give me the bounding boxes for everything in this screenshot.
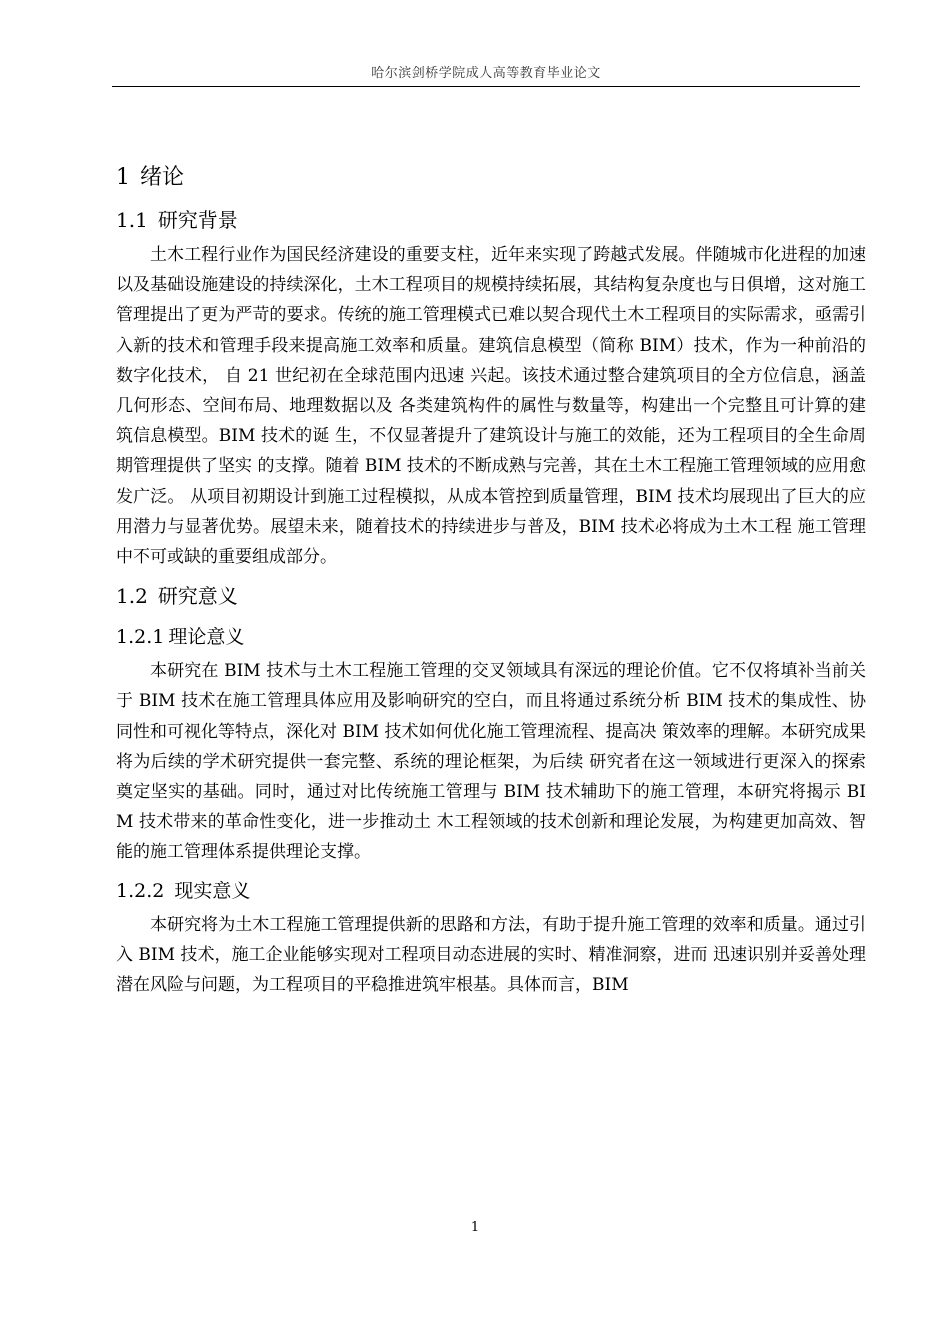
practical-paragraph: 本研究将为土木工程施工管理提供新的思路和方法，有助于提升施工管理的效率和质量。通过引入 BIM 技术，施工企业能够实现对工程项目动态进展的实时、精准洞察，进而 迅速识别并妥善处理潜在风险与问题，为工程项目的平稳推进筑牢根基。具体而言，BIM bbox=[116, 914, 866, 996]
subsection-number: 1.2.2 bbox=[116, 879, 165, 902]
chapter-title: 绪论 bbox=[140, 165, 185, 190]
subsection-heading-theoretical bbox=[116, 620, 866, 654]
section-heading-significance bbox=[116, 578, 866, 614]
section-heading-background bbox=[116, 202, 866, 238]
header-divider bbox=[112, 86, 860, 87]
chapter-heading bbox=[116, 160, 866, 196]
background-paragraph: 土木工程行业作为国民经济建设的重要支柱，近年来实现了跨越式发展。伴随城市化进程的加速以及基础设施建设的持续深化，土木工程项目的规模持续拓展，其结构复杂度也与日俱增，这对施工管理提出了更为严苛的要求。传统的施工管理模式已难以契合现代土木工程项目的实际需求，亟需引入新的技术和管理手段来提高施工效率和质量。建筑信息模型（简称 BIM）技术，作为一种前沿的数字化技术， 自 21 世纪初在全球范围内迅速 兴起。该技术通过整合建筑项目的全方位信息，涵盖几何形态、空间布局、地理数据以及 各类建筑构件的属性与数量等，构建出一个完整且可计算的建筑信息模型。BIM 技术的诞 生，不仅显著提升了建筑设计与施工的效能，还为工程项目的全生命周期管理提供了坚实 的支撑。随着 BIM 技术的不断成熟与完善，其在土木工程施工管理领域的应用愈发广泛。 从项目初期设计到施工过程模拟，从成本管控到质量管理，BIM 技术均展现出了巨大的应 用潜力与显著优势。展望未来，随着技术的持续进步与普及，BIM 技术必将成为土木工程 施工管理中不可或缺的重要组成部分。 bbox=[116, 245, 866, 568]
document-body bbox=[116, 160, 866, 1004]
section-title: 研究背景 bbox=[157, 208, 238, 232]
page-header: 哈尔滨剑桥学院成人高等教育毕业论文 bbox=[371, 66, 601, 81]
section-number: 1.2 bbox=[116, 584, 148, 609]
theoretical-paragraph: 本研究在 BIM 技术与土木工程施工管理的交叉领域具有深远的理论价值。它不仅将填补当前关于 BIM 技术在施工管理具体应用及影响研究的空白，而且将通过系统分析 BIM 技术的集成性、协同性和可视化等特点，深化对 BIM 技术如何优化施工管理流程、提高决 策效率的理解。本研究成果将为后续的学术研究提供一套完整、系统的理论框架，为后续 研究者在这一领域进行更深入的探索奠定坚实的基础。同时，通过对比传统施工管理与 BIM 技术辅助下的施工管理，本研究将揭示 BIM 技术带来的革命性变化，进一步推动土 木工程领域的技术创新和理论发展，为构建更加高效、智能的施工管理体系提供理论支撑。 bbox=[116, 661, 866, 863]
subsection-heading-practical bbox=[116, 874, 866, 908]
section-number: 1.1 bbox=[116, 208, 148, 232]
page-number: 1 bbox=[470, 1220, 480, 1235]
subsection-title: 理论意义 bbox=[168, 626, 245, 649]
chapter-number: 1 bbox=[116, 165, 130, 190]
section-title: 研究意义 bbox=[157, 584, 238, 609]
subsection-title: 现实意义 bbox=[174, 879, 251, 902]
subsection-number: 1.2.1 bbox=[116, 626, 165, 649]
